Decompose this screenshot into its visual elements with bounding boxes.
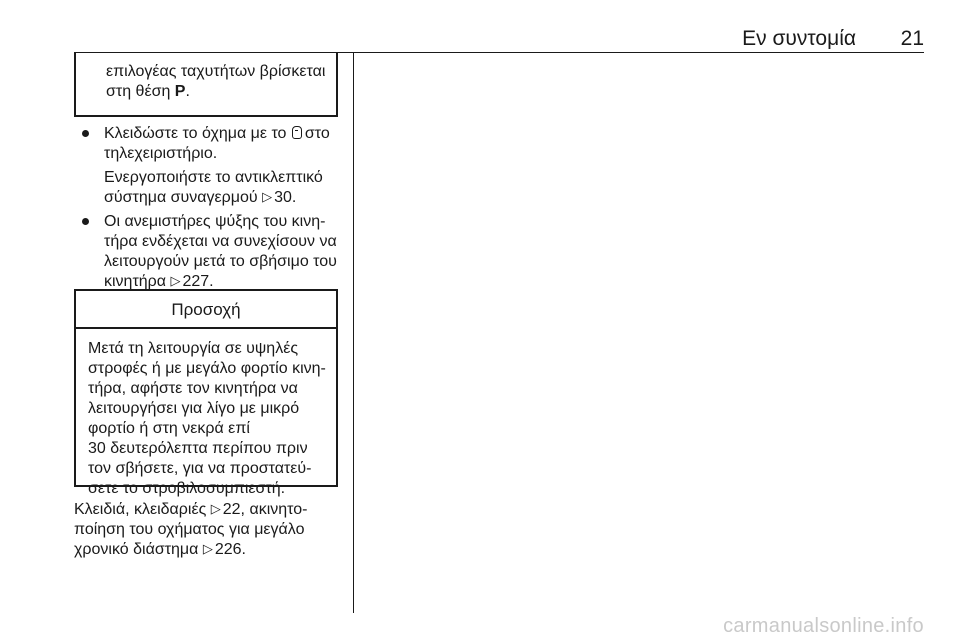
page-reference-icon: ▷ [262,189,273,204]
paragraph-line [74,500,354,520]
bullet-line: λειτουργούν μετά το σβήσιμο του [104,253,337,270]
caution-line: Μετά τη λειτουργία σε υψηλές [88,340,299,357]
caution-line: τον σβήσετε, για να προστατεύ- [88,460,312,477]
lock-button-icon [292,126,302,139]
caution-title: Προσοχή [76,291,336,329]
page-reference-icon: ▷ [202,541,213,556]
closing-paragraph [74,500,354,560]
bullet-line [104,124,354,144]
page-reference: 226. [214,541,246,558]
bullet-line: Οι ανεμιστήρες ψύξης του κινη- [104,213,326,230]
text-run: στη θέση [106,83,175,100]
page-reference: 227. [182,273,214,290]
text-run: Κλειδώστε το όχημα με το [104,125,291,142]
continued-box-line [106,82,336,102]
bullet-line: τηλεχειριστήριο. [104,145,218,162]
continued-box-text [106,62,336,102]
caution-line: σετε το στροβιλοσυμπιεστή. [88,480,286,497]
paragraph-line: ποίηση του οχήματος για μεγάλο [74,521,305,538]
text-run: . [185,83,190,100]
caution-line: τήρα, αφήστε τον κινητήρα να [88,380,298,397]
bullet-text [104,124,354,164]
watermark: carmanualsonline.info [723,615,924,637]
continued-box [74,53,338,117]
bullet-dot-icon [82,218,89,225]
page-reference-icon: ▷ [170,273,181,288]
caution-box [74,289,338,497]
text-run: στο [304,125,330,142]
section-title: Εν συντομία [742,27,856,50]
page-reference: 22, ακινητο- [222,501,308,518]
text-run: σύστημα συναγερμού [104,189,263,206]
caution-line: λειτουργήσει για λίγο με μικρό [88,400,300,417]
bullet-dot-icon [82,130,89,137]
text-run: χρονικό διάστημα [74,541,203,558]
paragraph-line: Ενεργοποιήστε το αντικλεπτικό [104,169,323,186]
bullet-text [104,212,354,292]
alarm-paragraph [104,168,344,208]
paragraph-line [104,188,344,208]
continued-box-line: επιλογέας ταχυτήτων βρίσκεται [106,63,326,80]
caution-line: στροφές ή με μεγάλο φορτίο κινη- [88,360,326,377]
text-run: κινητήρα [104,273,171,290]
page-number: 21 [900,27,924,50]
caution-line: 30 δευτερόλεπτα περίπου πριν [88,440,308,457]
page-reference-icon: ▷ [210,501,221,516]
gear-position-p: P [174,83,186,100]
page-reference: 30. [274,189,297,206]
caution-line: φορτίο ή στη νεκρά επί [88,420,250,437]
bullet-line: τήρα ενδέχεται να συνεχίσουν να [104,233,337,250]
text-run: Κλειδιά, κλειδαριές [74,501,211,518]
paragraph-line [74,540,354,560]
caution-body [88,339,336,499]
